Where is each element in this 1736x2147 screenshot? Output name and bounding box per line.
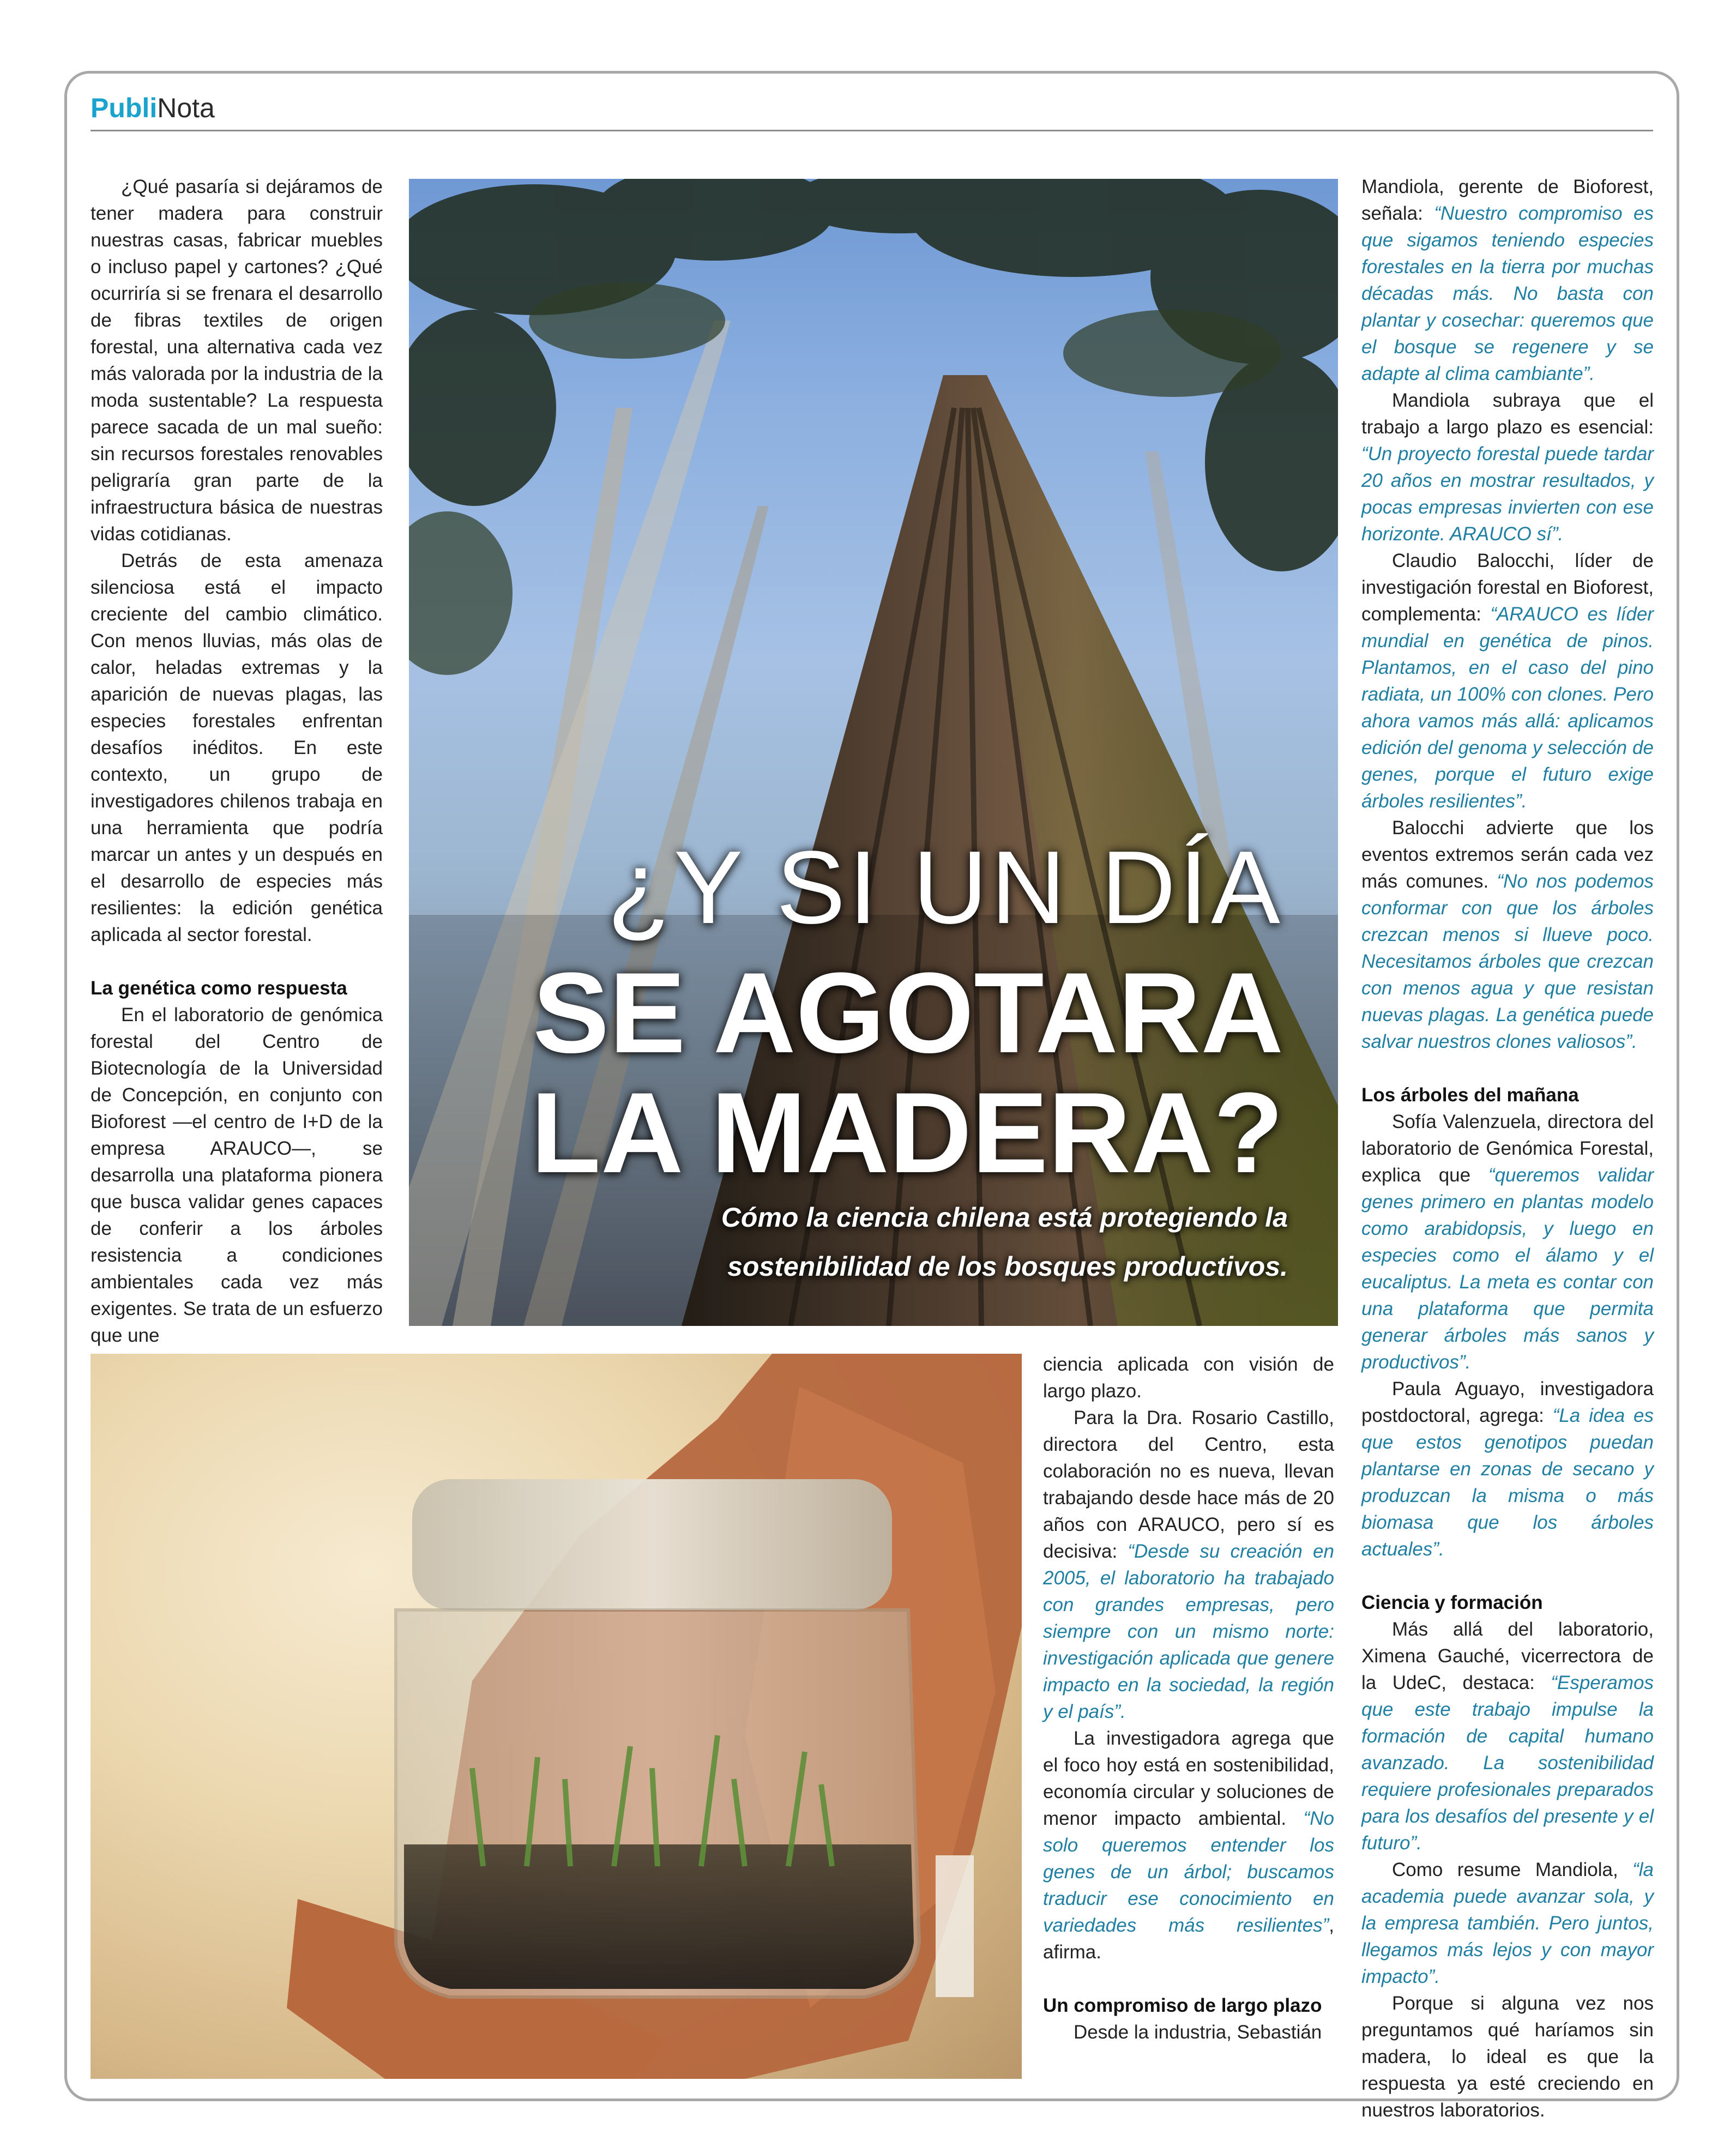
header-rule xyxy=(91,130,1653,131)
paragraph: En el laboratorio de genómica forestal del Centro de Biotecnología de la Universidad de Concepción, en conjunto con Bioforest —el centro de I+D de la empresa ARAUCO—, se desarrolla una plataforma pionera que busca validar genes capaces de conferir a los árboles resistencia a condiciones ambientales cada vez más exigentes. Se trata de un esfuerzo que une xyxy=(91,1004,383,1346)
paragraph xyxy=(1361,387,1654,547)
quote-text: “La idea es que estos genotipos puedan plantarse en zonas de secano y produzcan la misma o más biomasa que los árboles actuales”. xyxy=(1361,1405,1654,1560)
paragraph-text: Mandiola, gerente de Bioforest, señala: xyxy=(1361,176,1654,224)
paragraph-text: Paula Aguayo, investigadora postdoctoral, agrega: xyxy=(1361,1378,1654,1426)
section-heading: Los árboles del mañana xyxy=(1361,1084,1579,1106)
section-brand-publi: Publi xyxy=(91,93,158,123)
paragraph-text: , afirma. xyxy=(1043,1915,1334,1963)
paragraph xyxy=(1361,547,1654,815)
paragraph xyxy=(1361,173,1654,387)
paragraph xyxy=(1361,815,1654,1055)
paragraph-text: Mandiola subraya que el trabajo a largo plazo es esencial: xyxy=(1361,390,1654,438)
paragraph: ¿Qué pasaría si dejáramos de tener madera para construir nuestras casas, fabricar muebles o incluso papel y cartones? ¿Qué ocurriría si se frenara el desarrollo de fibras textiles de origen forestal, una alternativa cada vez más valorada por la industria de la moda sustentable? La respuesta parece sacada de un mal sueño: sin recursos forestales renovables peligraría gran parte de la infraestructura básica de nuestras vidas cotidianas. xyxy=(91,176,383,545)
article-column-1 xyxy=(91,173,383,1349)
headline-line-2: SE AGOTARA xyxy=(533,949,1283,1077)
quote-text: “No nos podemos conformar con que los árboles crezcan menos si llueve poco. Necesitamos árboles que crezcan con menos agua y que resistan nuevas plagas. La genética puede salvar nuestros clones valiosos”. xyxy=(1361,871,1654,1052)
paragraph xyxy=(1361,1856,1654,1990)
section-heading: Ciencia y formación xyxy=(1361,1592,1543,1613)
quote-text: “Un proyecto forestal puede tardar 20 años en mostrar resultados, y pocas empresas invierten con ese horizonte. ARAUCO sí”. xyxy=(1361,443,1654,545)
paragraph-text: Balocchi advierte que los eventos extremos serán cada vez más comunes. xyxy=(1361,817,1654,892)
headline-line-1: ¿Y SI UN DÍA xyxy=(607,830,1283,945)
quote-text: “la academia puede avanzar sola, y la empresa también. Pero juntos, llegamos más lejos y con mayor impacto”. xyxy=(1361,1859,1654,1987)
paragraph: Detrás de esta amenaza silenciosa está el impacto creciente del cambio climático. Con menos lluvias, más olas de calor, heladas extremas y la aparición de nuevas plagas, las especies forestales enfrentan desafíos inéditos. En este contexto, un grupo de investigadores chilenos trabaja en una herramienta que podría marcar un antes y un después en el desarrollo de especies más resilientes: la edición genética aplicada al sector forestal. xyxy=(91,550,383,945)
quote-text: “Nuestro compromiso es que sigamos teniendo especies forestales en la tierra por muchas décadas más. No basta con plantar y cosechar: queremos que el bosque se regenere y se adapte al clima cambiante”. xyxy=(1361,203,1654,384)
jar-seedlings-photo xyxy=(91,1354,1022,2079)
hero-tree-photo xyxy=(409,179,1338,1326)
quote-text: “Esperamos que este trabajo impulse la formación de capital humano avanzado. La sostenibilidad requiere profesionales preparados para los desafíos del presente y el futuro”. xyxy=(1361,1672,1654,1854)
paragraph xyxy=(1043,1725,1334,1965)
quote-text: “ARAUCO es líder mundial en genética de pinos. Plantamos, en el caso del pino radiata, un 100% con clones. Pero ahora vamos más allá: aplicamos edición del genoma y selección de genes, porque el futuro exige árboles resilientes”. xyxy=(1361,604,1654,812)
jar-illustration xyxy=(91,1354,1022,2079)
article-column-3 xyxy=(1043,1351,1334,2046)
paragraph-text: Para la Dra. Rosario Castillo, directora del Centro, esta colaboración no es nueva, llevan trabajando desde hace más de 20 años con ARAUCO, pero sí es decisiva: xyxy=(1043,1407,1334,1562)
headline-subtitle: Cómo la ciencia chilena está protegiendo la sostenibilidad de los bosques productivos. xyxy=(721,1202,1288,1282)
quote-text: “Desde su creación en 2005, el laboratorio ha trabajado con grandes empresas, pero siempre con un mismo norte: investigación aplicada que genere impacto en la sociedad, la región y el país”. xyxy=(1043,1541,1334,1722)
paragraph xyxy=(1043,1404,1334,1725)
section-header xyxy=(91,92,215,124)
paragraph-text: Como resume Mandiola, xyxy=(1392,1859,1633,1880)
headline-line-3: LA MADERA? xyxy=(531,1069,1283,1197)
paragraph xyxy=(1361,1108,1654,1376)
article-column-4 xyxy=(1361,173,1654,2124)
section-heading: La genética como respuesta xyxy=(91,978,347,999)
paragraph xyxy=(1361,1616,1654,1856)
paragraph-text: La investigadora agrega que el foco hoy está en sostenibilidad, economía circular y soluciones de menor impacto ambiental. xyxy=(1043,1728,1334,1829)
paragraph: Desde la industria, Sebastián xyxy=(1074,2022,1322,2043)
paragraph-text: Sofía Valenzuela, directora del laboratorio de Genómica Forestal, explica que xyxy=(1361,1111,1654,1186)
section-brand-nota: Nota xyxy=(157,93,215,123)
quote-text: “queremos validar genes primero en plantas modelo como arabidopsis, y luego en especies como el álamo y el eucaliptus. La meta es contar con una plataforma que permita generar árboles más sanos y productivos”. xyxy=(1361,1165,1654,1373)
paragraph: ciencia aplicada con visión de largo plazo. xyxy=(1043,1354,1334,1402)
paragraph xyxy=(1361,1376,1654,1563)
section-heading: Un compromiso de largo plazo xyxy=(1043,1995,1322,2016)
paragraph-text: Más allá del laboratorio, Ximena Gauché, vicerrectora de la UdeC, destaca: xyxy=(1361,1619,1654,1693)
quote-text: “No solo queremos entender los genes de un árbol; buscamos traducir ese conocimiento en variedades más resilientes” xyxy=(1043,1808,1334,1936)
paragraph: Porque si alguna vez nos preguntamos qué haríamos sin madera, lo ideal es que la respuesta ya esté creciendo en nuestros laboratorios. xyxy=(1361,1993,1654,2121)
paragraph-text: Claudio Balocchi, líder de investigación forestal en Bioforest, complementa: xyxy=(1361,550,1654,625)
